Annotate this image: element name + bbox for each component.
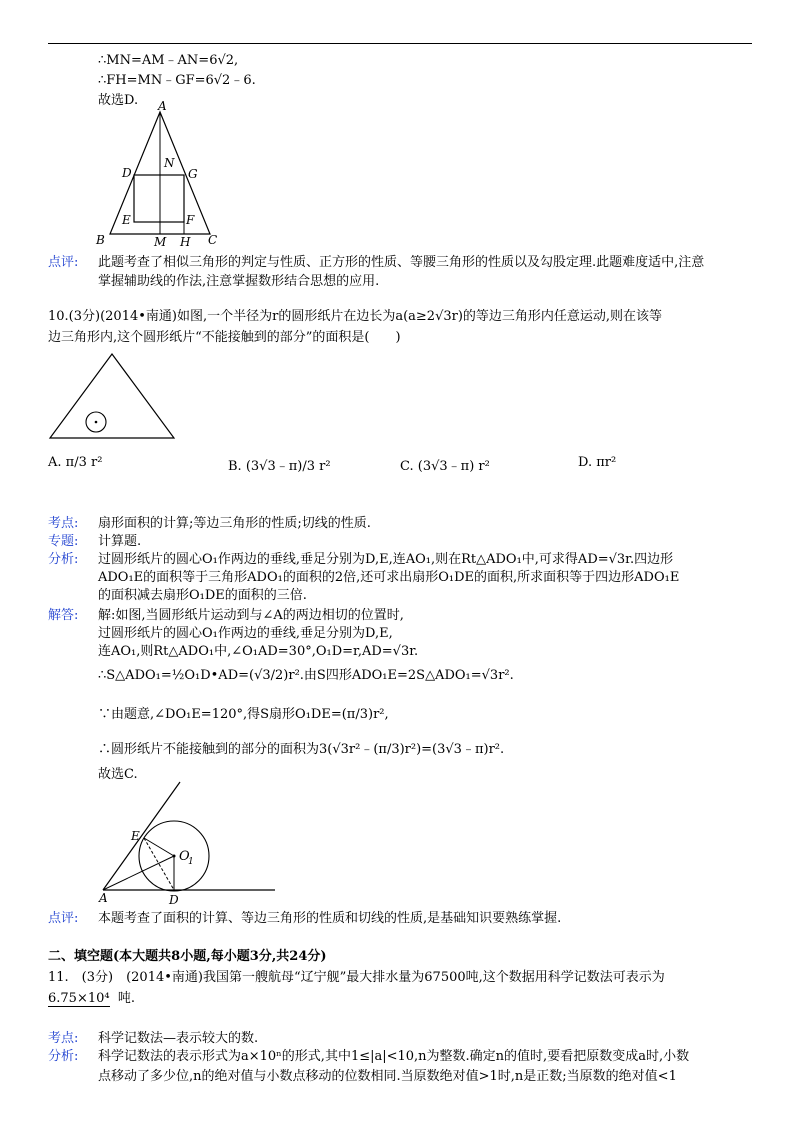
q11-unit: 吨. [117,991,135,1006]
figure1-label-f: F [186,213,195,227]
jd-line-7: 故选C. [98,767,138,782]
figure1-label-c: C [208,233,218,247]
fx-line-2: ADO₁E的面积等于三角形ADO₁的面积的2倍,还可求出扇形O₁DE的面积,所求面积等于四边形ADO₁E [98,570,680,585]
q10-stem-line-1: 10.(3分)(2014•南通)如图,一个半径为r的圆形纸片在边长为a(a≥2√3r)的等边三角形内任意运动,则在该等 [48,309,663,324]
q11-fx-line-2: 点移动了多少位,n的绝对值与小数点移动的位数相同.当原数绝对值>1时,n是正数;当原数的绝对值<1 [98,1069,677,1084]
jd-line-4: ∴S△ADO₁=½O₁D•AD=(√3/2)r².由S四形ADO₁E=2S△ADO₁=√3r². [98,668,514,683]
jd-label: 解答: [48,608,79,623]
option-d: D. πr² [578,455,617,470]
fx-line-1: 过圆形纸片的圆心O₁作两边的垂线,垂足分别为D,E,连AO₁,则在Rt△ADO₁中,可求得AD=√3r.四边形 [98,552,674,567]
review-label: 点评: [48,255,79,270]
figure1-label-n: N [164,156,175,170]
figure2-label-3: A [99,891,108,905]
figure2-label-1: O [179,849,190,864]
figure1-label-g: G [188,167,198,181]
jd-line-3: 连AO₁,则Rt△ADO₁中,∠O₁AD=30°,O₁D=r,AD=√3r. [98,644,419,659]
prev-line-3: 故选D. [98,93,139,108]
figure1-label-a: A [158,99,167,113]
figure1-label-h: H [180,235,191,249]
q11-kd-label: 考点: [48,1031,79,1046]
section-heading: 二、填空题(本大题共8小题,每小题3分,共24分) [48,949,327,964]
q11-fx-label: 分析: [48,1049,79,1064]
jd-line-5: ∵由题意,∠DO₁E=120°,得S扇形O₁DE=(π/3)r², [98,707,389,722]
prev-line-2: ∴FH=MN﹣GF=6√2﹣6. [98,73,256,88]
kd-text: 扇形面积的计算;等边三角形的性质;切线的性质. [98,516,371,531]
q11-kd-text: 科学记数法—表示较大的数. [98,1031,259,1046]
prev-line-1: ∴MN=AM﹣AN=6√2, [98,53,239,68]
fx-label: 分析: [48,552,79,567]
review-line-2: 掌握辅助线的作法,注意掌握数形结合思想的应用. [98,274,380,289]
figure2-label-2: 1 [188,857,194,867]
tangent-circle-figure [95,780,285,910]
kd-label: 考点: [48,516,79,531]
figure1-label-m: M [154,235,167,249]
q11-stem: 11. (3分) (2014•南通)我国第一艘航母“辽宁舰”最大排水量为67500吨,这个数据用科学记数法可表示为 [48,970,665,985]
q11-answer: 6.75×10⁴ [48,991,110,1006]
zt-text: 计算题. [98,534,142,549]
zt-label: 专题: [48,534,79,549]
dp-text: 本题考查了面积的计算、等边三角形的性质和切线的性质,是基础知识要熟练掌握. [98,911,562,926]
review-line-1: 此题考查了相似三角形的判定与性质、正方形的性质、等腰三角形的性质以及勾股定理.此题难度适中,注意 [98,255,705,270]
dp-label: 点评: [48,911,79,926]
figure1-label-e: E [122,213,131,227]
figure2-label-4: D [169,893,179,907]
header-rule [48,43,752,44]
option-b: B. (3√3﹣π)/3 r² [228,459,331,474]
figure1-label-d: D [122,166,132,180]
option-a: A. π/3 r² [48,455,103,470]
option-c: C. (3√3﹣π) r² [400,459,490,474]
figure2-label-0: E [131,829,140,843]
fx-line-3: 的面积减去扇形O₁DE的面积的三倍. [98,588,307,603]
jd-line-6: ∴圆形纸片不能接触到的部分的面积为3(√3r²﹣(π/3)r²)=(3√3﹣π)r². [98,742,505,757]
triangle-circle-figure [48,352,176,442]
figure1-label-b: B [96,233,105,247]
q11-fx-line-1: 科学记数法的表示形式为a×10ⁿ的形式,其中1≤|a|<10,n为整数.确定n的值时,要看把原数变成a时,小数 [98,1049,690,1064]
jd-line-2: 过圆形纸片的圆心O₁作两边的垂线,垂足分别为D,E, [98,626,393,641]
q11-answer-line [48,987,135,1006]
jd-line-1: 解:如图,当圆形纸片运动到与∠A的两边相切的位置时, [98,608,404,623]
q10-stem-line-2: 边三角形内,这个圆形纸片“不能接触到的部分”的面积是( ) [48,330,401,345]
triangle-square-figure [90,100,230,250]
